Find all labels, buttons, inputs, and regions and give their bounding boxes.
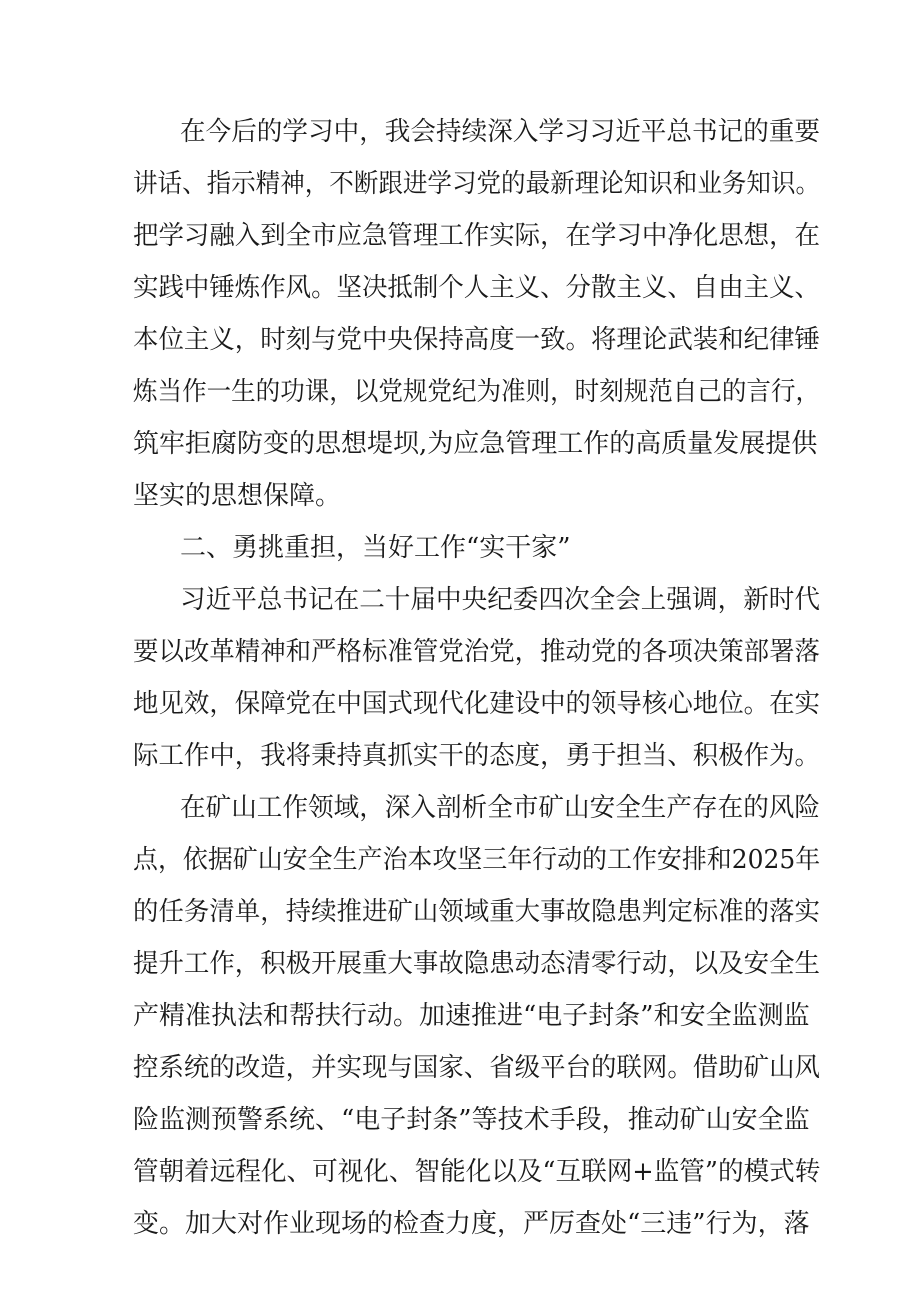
paragraph-1-line-1: 在今后的学习中，我会持续深入学习习近平总书记的重要: [180, 117, 821, 147]
paragraph-3-line-5: 产精准执法和帮扶行动。加速推进“电子封条”和安全监测监: [133, 1001, 810, 1031]
paragraph-2-line-2: 要以改革精神和严格标准管党治党，推动党的各项决策部署落: [133, 637, 820, 667]
paragraph-3-line-6: 控系统的改造，并实现与国家、省级平台的联网。借助矿山风: [133, 1053, 820, 1083]
paragraph-1-line-4: 实践中锤炼作风。坚决抵制个人主义、分散主义、自由主义、: [133, 273, 820, 303]
paragraph-2-line-1: 习近平总书记在二十届中央纪委四次全会上强调，新时代: [180, 585, 821, 615]
paragraph-3-line-4: 提升工作，积极开展重大事故隐患动态清零行动，以及安全生: [133, 949, 820, 979]
paragraph-2-line-4: 际工作中，我将秉持真抓实干的态度，勇于担当、积极作为。: [133, 741, 820, 771]
paragraph-3-line-7: 险监测预警系统、“电子封条”等技术手段，推动矿山安全监: [133, 1105, 810, 1135]
paragraph-1-line-8: 坚实的思想保障。: [133, 481, 342, 511]
paragraph-3-line-1: 在矿山工作领域，深入剖析全市矿山安全生产存在的风险: [180, 793, 821, 823]
paragraph-1-line-2: 讲话、指示精神，不断跟进学习党的最新理论知识和业务知识。: [133, 169, 821, 199]
paragraph-3-line-8: 管朝着远程化、可视化、智能化以及“互联网+监管”的模式转: [133, 1157, 821, 1187]
paragraph-3-line-2: 点，依据矿山安全生产治本攻坚三年行动的工作安排和2025年: [133, 845, 821, 875]
paragraph-1-line-6: 炼当作一生的功课，以党规党纪为准则，时刻规范自己的言行，: [133, 377, 821, 407]
paragraph-3-line-9: 变。加大对作业现场的检查力度，严厉查处“三违”行为，落: [133, 1209, 810, 1239]
paragraph-2-line-3: 地见效，保障党在中国式现代化建设中的领导核心地位。在实: [133, 689, 820, 719]
paragraph-3-line-3: 的任务清单，持续推进矿山领域重大事故隐患判定标准的落实: [133, 897, 820, 927]
section-heading-2: 二、勇挑重担，当好工作“实干家”: [180, 533, 571, 563]
paragraph-1-line-5: 本位主义，时刻与党中央保持高度一致。将理论武装和纪律锤: [133, 325, 820, 355]
paragraph-1-line-3: 把学习融入到全市应急管理工作实际，在学习中净化思想，在: [133, 221, 820, 251]
paragraph-1-line-7: 筑牢拒腐防变的思想堤坝,为应急管理工作的高质量发展提供: [133, 429, 818, 459]
